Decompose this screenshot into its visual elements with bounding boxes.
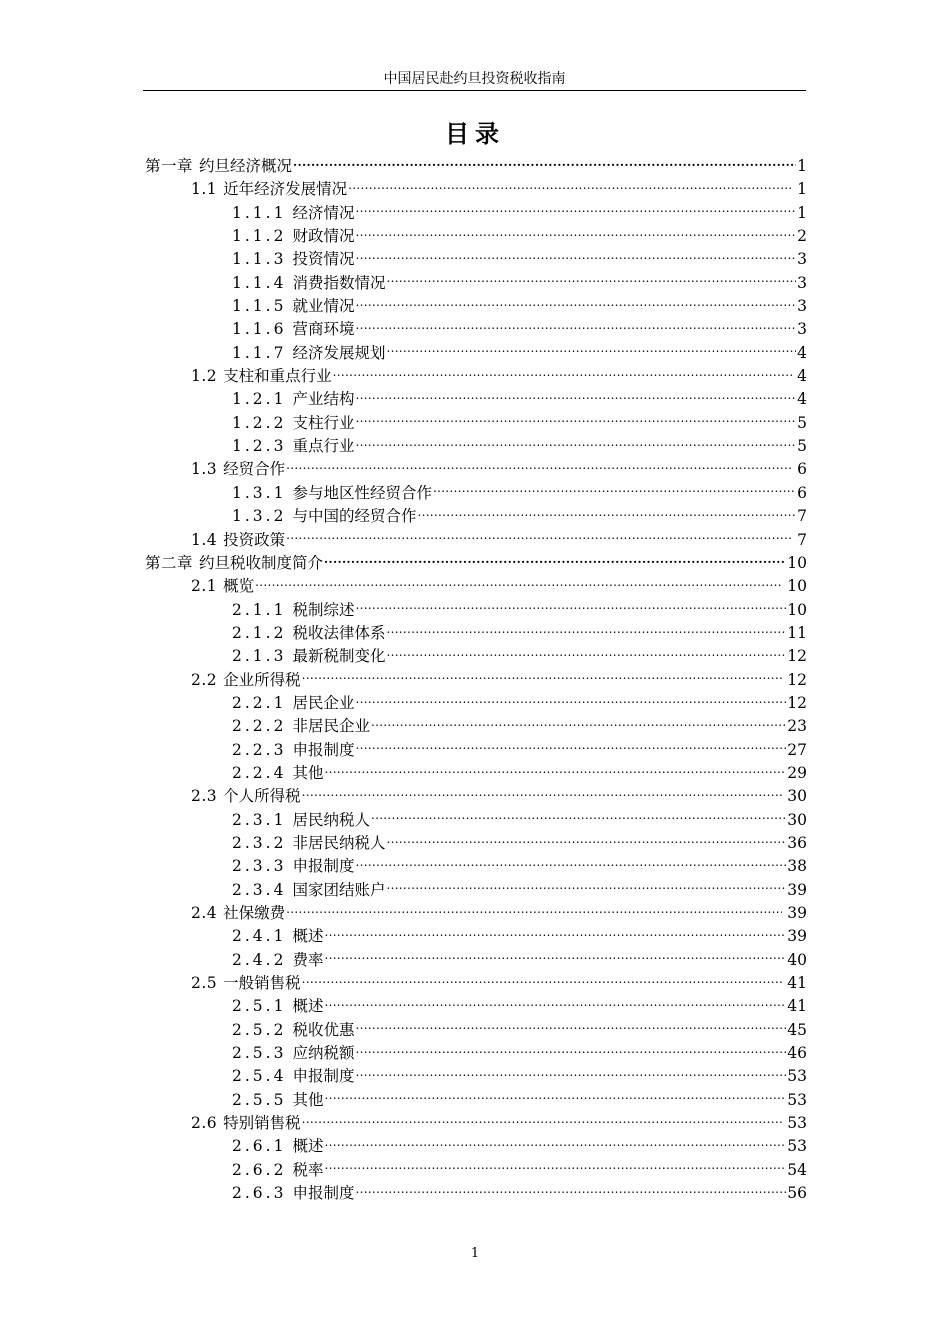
toc-entry-number: 1.1.6 bbox=[232, 320, 287, 339]
toc-entry-number: 2.1 bbox=[191, 577, 218, 596]
dot-leader bbox=[355, 1183, 786, 1199]
toc-entry-page: 39 bbox=[787, 904, 807, 922]
toc-entry-label: 国家团结账户 bbox=[292, 880, 386, 899]
toc-entry-number: 2.5.3 bbox=[232, 1044, 287, 1063]
toc-entry[interactable] bbox=[145, 505, 807, 528]
toc-entry-label: 居民企业 bbox=[292, 693, 355, 712]
toc-entry[interactable] bbox=[145, 225, 807, 248]
toc-entry-label: 经济发展规划 bbox=[292, 343, 386, 362]
toc-entry-label: 支柱和重点行业 bbox=[223, 367, 332, 386]
toc-entry-label: 约旦经济概况 bbox=[199, 157, 293, 175]
toc-entry-number: 2.2 bbox=[191, 670, 218, 689]
dot-leader bbox=[386, 832, 786, 848]
toc-entry-label: 消费指数情况 bbox=[292, 273, 386, 292]
toc-entry-page: 40 bbox=[787, 950, 807, 969]
toc-entry-label: 非居民纳税人 bbox=[292, 833, 386, 852]
toc-entry-number: 2.3 bbox=[191, 787, 218, 806]
dot-leader bbox=[386, 622, 786, 638]
toc-entry-label: 概述 bbox=[292, 927, 324, 946]
toc-entry[interactable] bbox=[145, 809, 807, 832]
toc-entry-number: 1.1.1 bbox=[232, 203, 287, 222]
toc-entry-number: 1.1.2 bbox=[232, 227, 287, 246]
toc-entry-number: 1.2.2 bbox=[232, 413, 287, 432]
toc-entry-label: 一般销售税 bbox=[223, 974, 301, 993]
toc-entry-number: 2.3.2 bbox=[232, 833, 287, 852]
toc-entry-page: 2 bbox=[797, 227, 807, 246]
toc-entry-number: 2.5.4 bbox=[232, 1067, 287, 1086]
toc-entry-label: 税收法律体系 bbox=[292, 623, 386, 642]
toc-entry[interactable] bbox=[145, 715, 807, 738]
toc-entry[interactable] bbox=[145, 202, 807, 225]
toc-entry[interactable] bbox=[145, 155, 807, 178]
toc-entry-page: 30 bbox=[787, 810, 807, 829]
toc-entry[interactable] bbox=[145, 692, 807, 715]
toc-entry[interactable] bbox=[145, 1019, 807, 1042]
toc-entry[interactable] bbox=[145, 925, 807, 948]
toc-entry-number: 2.1.1 bbox=[232, 600, 287, 619]
toc-entry[interactable] bbox=[145, 458, 807, 481]
dot-leader bbox=[286, 459, 792, 475]
toc-entry-page: 6 bbox=[797, 483, 807, 502]
toc-entry-number: 2.6.3 bbox=[232, 1184, 287, 1203]
dot-leader bbox=[324, 926, 786, 942]
toc-entry-number: 1.1.3 bbox=[232, 250, 287, 269]
toc-entry-label: 就业情况 bbox=[292, 297, 355, 316]
toc-entry-page: 12 bbox=[787, 670, 807, 689]
toc-entry-number: 2.4.1 bbox=[232, 927, 287, 946]
toc-entry[interactable] bbox=[145, 762, 807, 785]
toc-entry-label: 财政情况 bbox=[292, 227, 355, 246]
toc-entry-page: 45 bbox=[787, 1020, 807, 1039]
toc-entry-label: 申报制度 bbox=[292, 740, 355, 759]
toc-entry-page: 27 bbox=[787, 740, 807, 759]
dot-leader bbox=[355, 296, 796, 312]
toc-entry-number: 2.2.4 bbox=[232, 763, 287, 782]
toc-entry[interactable] bbox=[145, 855, 807, 878]
toc-entry-label: 投资情况 bbox=[292, 250, 355, 269]
toc-entry-label: 支柱行业 bbox=[292, 413, 355, 432]
toc-entry-label: 经济情况 bbox=[292, 203, 355, 222]
dot-leader bbox=[302, 973, 783, 989]
toc-entry-page: 7 bbox=[797, 507, 807, 526]
toc-entry-number: 2.5 bbox=[191, 974, 218, 993]
toc-entry-label: 投资政策 bbox=[223, 530, 286, 549]
toc-entry-page: 53 bbox=[787, 1114, 807, 1133]
toc-entry-page: 39 bbox=[787, 880, 807, 899]
dot-leader bbox=[286, 903, 782, 919]
dot-leader bbox=[355, 599, 786, 615]
toc-entry[interactable] bbox=[145, 272, 807, 295]
toc-entry-number: 2.5.2 bbox=[232, 1020, 287, 1039]
toc-entry-label: 经贸合作 bbox=[223, 460, 286, 479]
toc-entry-number: 2.4 bbox=[191, 904, 218, 922]
dot-leader bbox=[255, 576, 782, 592]
toc-entry-label: 企业所得税 bbox=[223, 670, 301, 689]
toc-entry-page: 4 bbox=[797, 343, 807, 362]
toc-entry-number: 1.1.7 bbox=[232, 343, 287, 362]
toc-entry[interactable] bbox=[145, 412, 807, 435]
dot-leader bbox=[302, 669, 783, 685]
toc-entry-label: 费率 bbox=[292, 950, 324, 969]
toc-entry[interactable] bbox=[145, 669, 807, 692]
dot-leader bbox=[371, 716, 786, 732]
dot-leader bbox=[324, 1159, 786, 1175]
toc-entry-label: 申报制度 bbox=[292, 1184, 355, 1203]
toc-entry[interactable] bbox=[145, 1182, 807, 1205]
dot-leader bbox=[355, 202, 796, 218]
toc-entry-label: 产业结构 bbox=[292, 390, 355, 409]
dot-leader bbox=[355, 1019, 786, 1035]
toc-entry-number: 1.3 bbox=[191, 460, 218, 479]
toc-entry-page: 38 bbox=[787, 857, 807, 876]
dot-leader bbox=[355, 739, 786, 755]
dot-leader bbox=[355, 1043, 786, 1059]
toc-entry-label: 税制综述 bbox=[292, 600, 355, 619]
toc-entry[interactable] bbox=[145, 295, 807, 318]
toc-entry-page: 53 bbox=[787, 1137, 807, 1156]
toc-entry-number: 2.2.3 bbox=[232, 740, 287, 759]
toc-entry[interactable] bbox=[145, 1042, 807, 1065]
toc-entry-page: 1 bbox=[797, 157, 807, 175]
toc-entry-page: 53 bbox=[787, 1090, 807, 1109]
toc-entry-page: 5 bbox=[797, 413, 807, 432]
toc-entry-label: 个人所得税 bbox=[223, 787, 301, 806]
toc-entry-page: 39 bbox=[787, 927, 807, 946]
toc-entry-label: 特别销售税 bbox=[223, 1114, 301, 1133]
dot-leader bbox=[371, 809, 786, 825]
toc-entry[interactable] bbox=[145, 739, 807, 762]
dot-leader bbox=[386, 879, 786, 895]
dot-leader bbox=[302, 1113, 783, 1129]
toc-entry-number: 2.3.3 bbox=[232, 857, 287, 876]
toc-entry[interactable] bbox=[145, 1065, 807, 1088]
dot-leader bbox=[386, 272, 796, 288]
toc-entry-number: 1.3.2 bbox=[232, 507, 287, 526]
toc-entry-label: 居民纳税人 bbox=[292, 810, 370, 829]
dot-leader bbox=[324, 1136, 786, 1152]
toc-entry-page: 41 bbox=[787, 997, 807, 1016]
toc-entry-page: 3 bbox=[797, 273, 807, 292]
toc-entry-number: 2.3.4 bbox=[232, 880, 287, 899]
toc-entry[interactable] bbox=[145, 1112, 807, 1135]
toc-entry-label: 其他 bbox=[292, 763, 324, 782]
toc-entry-page: 46 bbox=[787, 1044, 807, 1063]
dot-leader bbox=[324, 762, 786, 778]
dot-leader bbox=[355, 226, 796, 242]
toc-entry-number: 2.1.2 bbox=[232, 623, 287, 642]
dot-leader bbox=[355, 389, 796, 405]
toc-entry-number: 第二章 bbox=[145, 553, 194, 572]
toc-entry[interactable] bbox=[145, 995, 807, 1018]
dot-leader bbox=[302, 786, 783, 802]
toc-entry[interactable] bbox=[145, 645, 807, 668]
toc-entry-page: 3 bbox=[797, 297, 807, 316]
toc-entry-page: 53 bbox=[787, 1067, 807, 1086]
toc-entry-page: 7 bbox=[797, 530, 807, 549]
toc-entry[interactable] bbox=[145, 902, 807, 925]
toc-entry[interactable] bbox=[145, 529, 807, 552]
toc-entry-number: 1.1.4 bbox=[232, 273, 287, 292]
toc-entry-number: 2.5.5 bbox=[232, 1090, 287, 1109]
toc-entry-number: 第一章 bbox=[145, 157, 194, 175]
toc-entry[interactable] bbox=[145, 785, 807, 808]
dot-leader bbox=[355, 1066, 786, 1082]
dot-leader bbox=[355, 856, 786, 872]
dot-leader bbox=[355, 436, 796, 452]
toc-entry-label: 参与地区性经贸合作 bbox=[292, 483, 432, 502]
toc-entry-label: 最新税制变化 bbox=[292, 647, 386, 666]
dot-leader bbox=[324, 1089, 786, 1105]
toc-entry-label: 社保缴费 bbox=[223, 904, 286, 922]
toc-title: 目录 bbox=[445, 120, 505, 148]
toc-entry-page: 10 bbox=[787, 600, 807, 619]
toc-entry[interactable] bbox=[145, 1135, 807, 1158]
toc-entry-page: 4 bbox=[797, 390, 807, 409]
toc-entry-page: 11 bbox=[787, 623, 807, 642]
toc-entry-page: 54 bbox=[787, 1160, 807, 1179]
toc-entry[interactable] bbox=[145, 435, 807, 458]
dot-leader bbox=[386, 646, 786, 662]
toc-entry-label: 重点行业 bbox=[292, 437, 355, 456]
dot-leader bbox=[324, 949, 786, 965]
toc-entry-number: 1.1 bbox=[191, 180, 218, 199]
toc-entry[interactable] bbox=[145, 552, 807, 575]
toc-entry-page: 1 bbox=[797, 180, 807, 199]
toc-entry-label: 税收优惠 bbox=[292, 1020, 355, 1039]
toc-entry-page: 41 bbox=[787, 974, 807, 993]
dot-leader bbox=[355, 692, 786, 708]
dot-leader bbox=[386, 342, 796, 358]
toc-entry-page: 6 bbox=[797, 460, 807, 479]
toc-entry-page: 10 bbox=[787, 553, 807, 572]
toc-entry-number: 2.4.2 bbox=[232, 950, 287, 969]
toc-entry-number: 1.3.1 bbox=[232, 483, 287, 502]
toc-entry-label: 约旦税收制度简介 bbox=[199, 553, 324, 572]
dot-leader bbox=[293, 156, 796, 172]
toc-entry-number: 1.1.5 bbox=[232, 297, 287, 316]
toc-entry[interactable] bbox=[145, 879, 807, 902]
toc-entry-page: 3 bbox=[797, 320, 807, 339]
toc-entry[interactable] bbox=[145, 949, 807, 972]
dot-leader bbox=[348, 179, 792, 195]
toc-entry[interactable] bbox=[145, 388, 807, 411]
toc-entry-number: 2.3.1 bbox=[232, 810, 287, 829]
toc-entry[interactable] bbox=[145, 575, 807, 598]
dot-leader bbox=[355, 249, 796, 265]
toc-entry-label: 应纳税额 bbox=[292, 1044, 355, 1063]
toc-entry-page: 56 bbox=[787, 1184, 807, 1203]
toc-entry-number: 1.2 bbox=[191, 367, 218, 386]
toc-entry-number: 2.2.2 bbox=[232, 717, 287, 736]
toc-entry-number: 1.4 bbox=[191, 530, 218, 549]
toc-entry-page: 3 bbox=[797, 250, 807, 269]
page-number: 1 bbox=[470, 1246, 480, 1261]
toc-entry-page: 12 bbox=[787, 693, 807, 712]
toc-entry-number: 2.6.2 bbox=[232, 1160, 287, 1179]
toc-entry[interactable] bbox=[145, 178, 807, 201]
toc-entry[interactable] bbox=[145, 318, 807, 341]
toc-entry[interactable] bbox=[145, 248, 807, 271]
dot-leader bbox=[324, 552, 786, 568]
toc-entry-page: 30 bbox=[787, 787, 807, 806]
toc-entry-label: 概述 bbox=[292, 997, 324, 1016]
toc-entry-number: 2.6 bbox=[191, 1114, 218, 1133]
toc-entry-label: 营商环境 bbox=[292, 320, 355, 339]
running-header: 中国居民赴约旦投资税收指南 bbox=[143, 70, 806, 91]
toc-entry-number: 2.6.1 bbox=[232, 1137, 287, 1156]
dot-leader bbox=[355, 319, 796, 335]
toc-entry-label: 申报制度 bbox=[292, 857, 355, 876]
toc-entry[interactable] bbox=[145, 599, 807, 622]
toc-entry[interactable] bbox=[145, 1159, 807, 1182]
dot-leader bbox=[324, 996, 786, 1012]
toc-entry-label: 概览 bbox=[223, 577, 255, 596]
toc-entry-number: 2.1.3 bbox=[232, 647, 287, 666]
dot-leader bbox=[433, 482, 796, 498]
toc-entry-label: 与中国的经贸合作 bbox=[292, 507, 417, 526]
dot-leader bbox=[355, 412, 796, 428]
toc-entry[interactable] bbox=[145, 342, 807, 365]
toc-entry-page: 5 bbox=[797, 437, 807, 456]
toc-entry[interactable] bbox=[145, 365, 807, 388]
toc-entry-number: 2.2.1 bbox=[232, 693, 287, 712]
toc-entry-page: 4 bbox=[797, 367, 807, 386]
toc-entry-label: 税率 bbox=[292, 1160, 324, 1179]
toc-entry-page: 23 bbox=[787, 717, 807, 736]
toc-entry[interactable] bbox=[145, 832, 807, 855]
toc-entry[interactable] bbox=[145, 482, 807, 505]
toc-entry-page: 29 bbox=[787, 763, 807, 782]
dot-leader bbox=[417, 506, 796, 522]
toc-entry[interactable] bbox=[145, 1089, 807, 1112]
toc-entry-page: 12 bbox=[787, 647, 807, 666]
toc-entry-page: 10 bbox=[787, 577, 807, 596]
table-of-contents bbox=[145, 155, 807, 1205]
toc-entry[interactable] bbox=[145, 622, 807, 645]
toc-entry-number: 1.2.3 bbox=[232, 437, 287, 456]
dot-leader bbox=[333, 366, 792, 382]
dot-leader bbox=[286, 529, 792, 545]
toc-entry-label: 申报制度 bbox=[292, 1067, 355, 1086]
toc-entry-page: 1 bbox=[797, 203, 807, 222]
toc-entry-label: 非居民企业 bbox=[292, 717, 370, 736]
toc-entry-number: 2.5.1 bbox=[232, 997, 287, 1016]
toc-entry-page: 36 bbox=[787, 833, 807, 852]
toc-entry-label: 近年经济发展情况 bbox=[223, 180, 348, 199]
toc-entry[interactable] bbox=[145, 972, 807, 995]
toc-entry-label: 其他 bbox=[292, 1090, 324, 1109]
toc-entry-number: 1.2.1 bbox=[232, 390, 287, 409]
toc-entry-label: 概述 bbox=[292, 1137, 324, 1156]
